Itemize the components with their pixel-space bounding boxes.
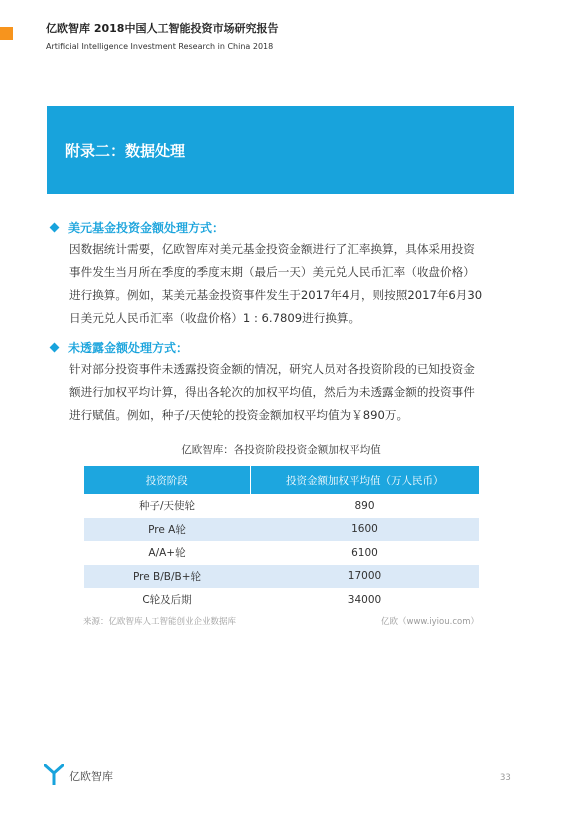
header-accent-bar [0,27,13,40]
bullet-heading-undisclosed [51,339,188,356]
table-caption: 亿欧智库：各投资阶段投资金额加权平均值 [181,444,381,456]
investment-stage-table [84,466,479,612]
page-number: 33 [500,773,511,783]
section-banner [47,106,514,194]
paragraph-line: 进行换算。例如，某美元基金投资事件发生于2017年4月，则按照2017年6月30 [69,288,483,302]
paragraph-line: 因数据统计需要，亿欧智库对美元基金投资金额进行了汇率换算，具体采用投资 [69,242,475,256]
report-subtitle: Artificial Intelligence Investment Research in China 2018 [46,42,274,51]
table-row [84,565,479,589]
table-cell-amount: 17000 [250,565,479,589]
table-cell-stage: A/A+轮 [84,541,250,565]
paragraph-usd [69,238,514,330]
table-header-stage: 投资阶段 [84,466,250,494]
source-note: 来源：亿欧智库人工智能创业企业数据库 [83,617,237,627]
table-cell-amount: 1600 [250,518,479,542]
paragraph-line: 额进行加权平均计算，得出各轮次的加权平均值，然后为未透露金额的投资事件 [69,385,475,399]
paragraph-line: 进行赋值。例如，种子/天使轮的投资金额加权平均值为￥890万。 [69,408,409,422]
bullet-label: 未透露金额处理方式： [68,341,189,355]
table-cell-stage: Pre B/B/B+轮 [84,565,250,589]
table-cell-amount: 6100 [250,541,479,565]
paragraph-line: 事件发生当月所在季度的季度末期（最后一天）美元兑人民币汇率（收盘价格） [69,265,475,279]
bullet-heading-usd [51,219,224,236]
diamond-bullet-icon [50,223,60,233]
table-row [84,518,479,542]
yiou-logo-icon [44,764,64,786]
footer-brand: 亿欧智库 [69,770,113,783]
table-row [84,541,479,565]
paragraph-line: 针对部分投资事件未透露投资金额的情况，研究人员对各投资阶段的已知投资金 [69,362,475,376]
table-cell-stage: C轮及后期 [84,588,250,612]
paragraph-line: 日美元兑人民币汇率（收盘价格）1 : 6.7809进行换算。 [69,311,361,325]
source-link[interactable]: 亿欧（www.iyiou.com） [381,617,479,627]
table-cell-stage: Pre A轮 [84,518,250,542]
table-cell-amount: 34000 [250,588,479,612]
bullet-label: 美元基金投资金额处理方式： [68,221,225,235]
table-header-amount: 投资金额加权平均值（万人民币） [250,466,479,494]
table-cell-stage: 种子/天使轮 [84,494,250,518]
table-header-row [84,466,479,494]
report-title: 亿欧智库 2018中国人工智能投资市场研究报告 [46,22,279,35]
table-cell-amount: 890 [250,494,479,518]
section-title: 附录二：数据处理 [65,142,186,160]
table-row [84,494,479,518]
table-row [84,588,479,612]
diamond-bullet-icon [50,343,60,353]
paragraph-undisclosed [69,358,514,427]
